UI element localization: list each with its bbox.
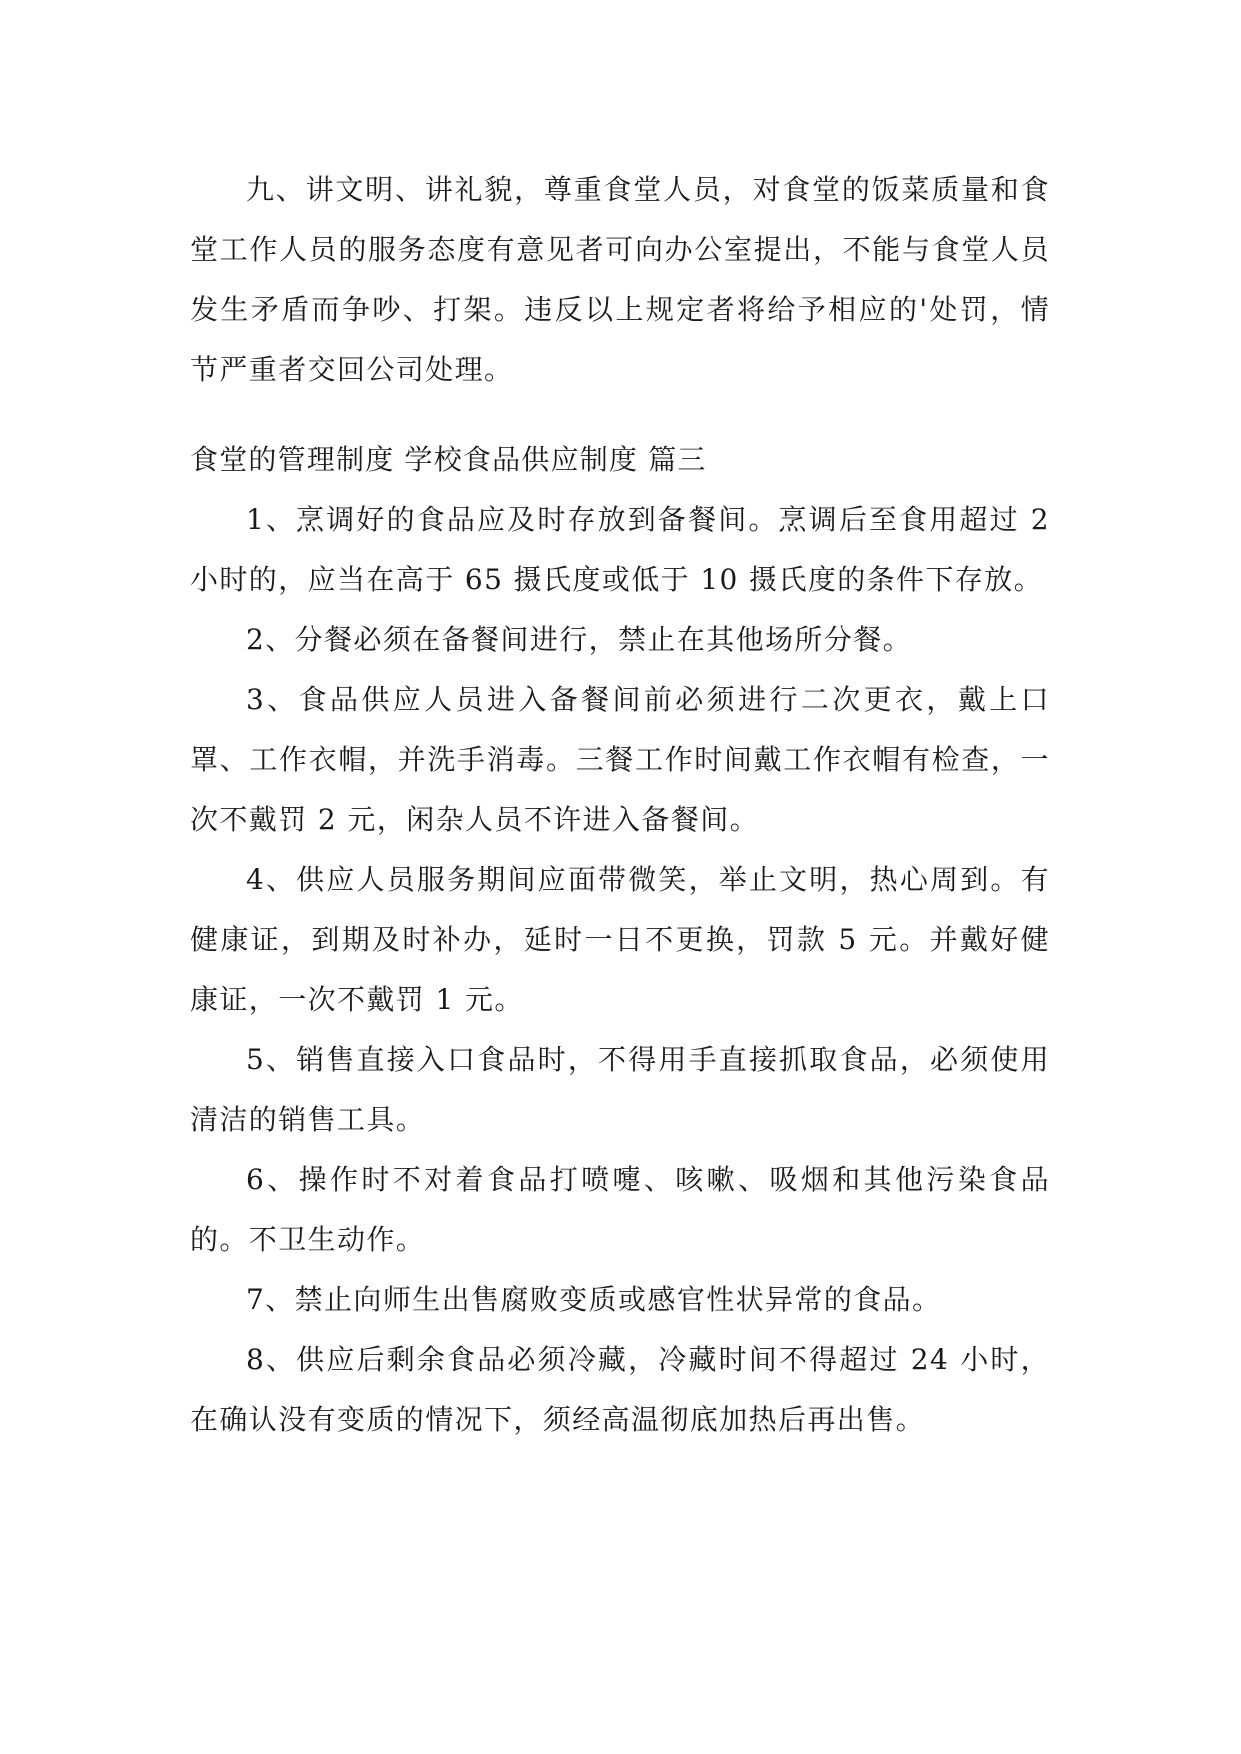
intro-paragraph: 九、讲文明、讲礼貌，尊重食堂人员，对食堂的饭菜质量和食堂工作人员的服务态度有意见者可向办公室提出，不能与食堂人员发生矛盾而争吵、打架。违反以上规定者将给予相应的'处罚，情节严重者交回公司处理。: [190, 173, 1050, 386]
section-heading: 食堂的管理制度 学校食品供应制度 篇三: [190, 443, 707, 476]
list-item-7: 7、禁止向师生出售腐败变质或感官性状异常的食品。: [246, 1283, 942, 1316]
list-item-6: 6、操作时不对着食品打喷嚏、咳嗽、吸烟和其他污染食品的。不卫生动作。: [190, 1163, 1050, 1256]
list-item-4: 4、供应人员服务期间应面带微笑，举止文明，热心周到。有健康证，到期及时补办，延时一日不更换，罚款 5 元。并戴好健康证，一次不戴罚 1 元。: [190, 863, 1050, 1016]
list-item-5: 5、销售直接入口食品时，不得用手直接抓取食品，必须使用清洁的销售工具。: [190, 1043, 1050, 1136]
document-page: [190, 160, 1050, 1450]
list-item-1: 1、烹调好的食品应及时存放到备餐间。烹调后至食用超过 2 小时的，应当在高于 65 摄氏度或低于 10 摄氏度的条件下存放。: [190, 503, 1050, 596]
list-item-3: 3、食品供应人员进入备餐间前必须进行二次更衣，戴上口罩、工作衣帽，并洗手消毒。三餐工作时间戴工作衣帽有检查，一次不戴罚 2 元，闲杂人员不许进入备餐间。: [190, 683, 1050, 836]
list-item-8: 8、供应后剩余食品必须冷藏，冷藏时间不得超过 24 小时，在确认没有变质的情况下，须经高温彻底加热后再出售。: [190, 1343, 1050, 1436]
list-item-2: 2、分餐必须在备餐间进行，禁止在其他场所分餐。: [246, 623, 913, 656]
